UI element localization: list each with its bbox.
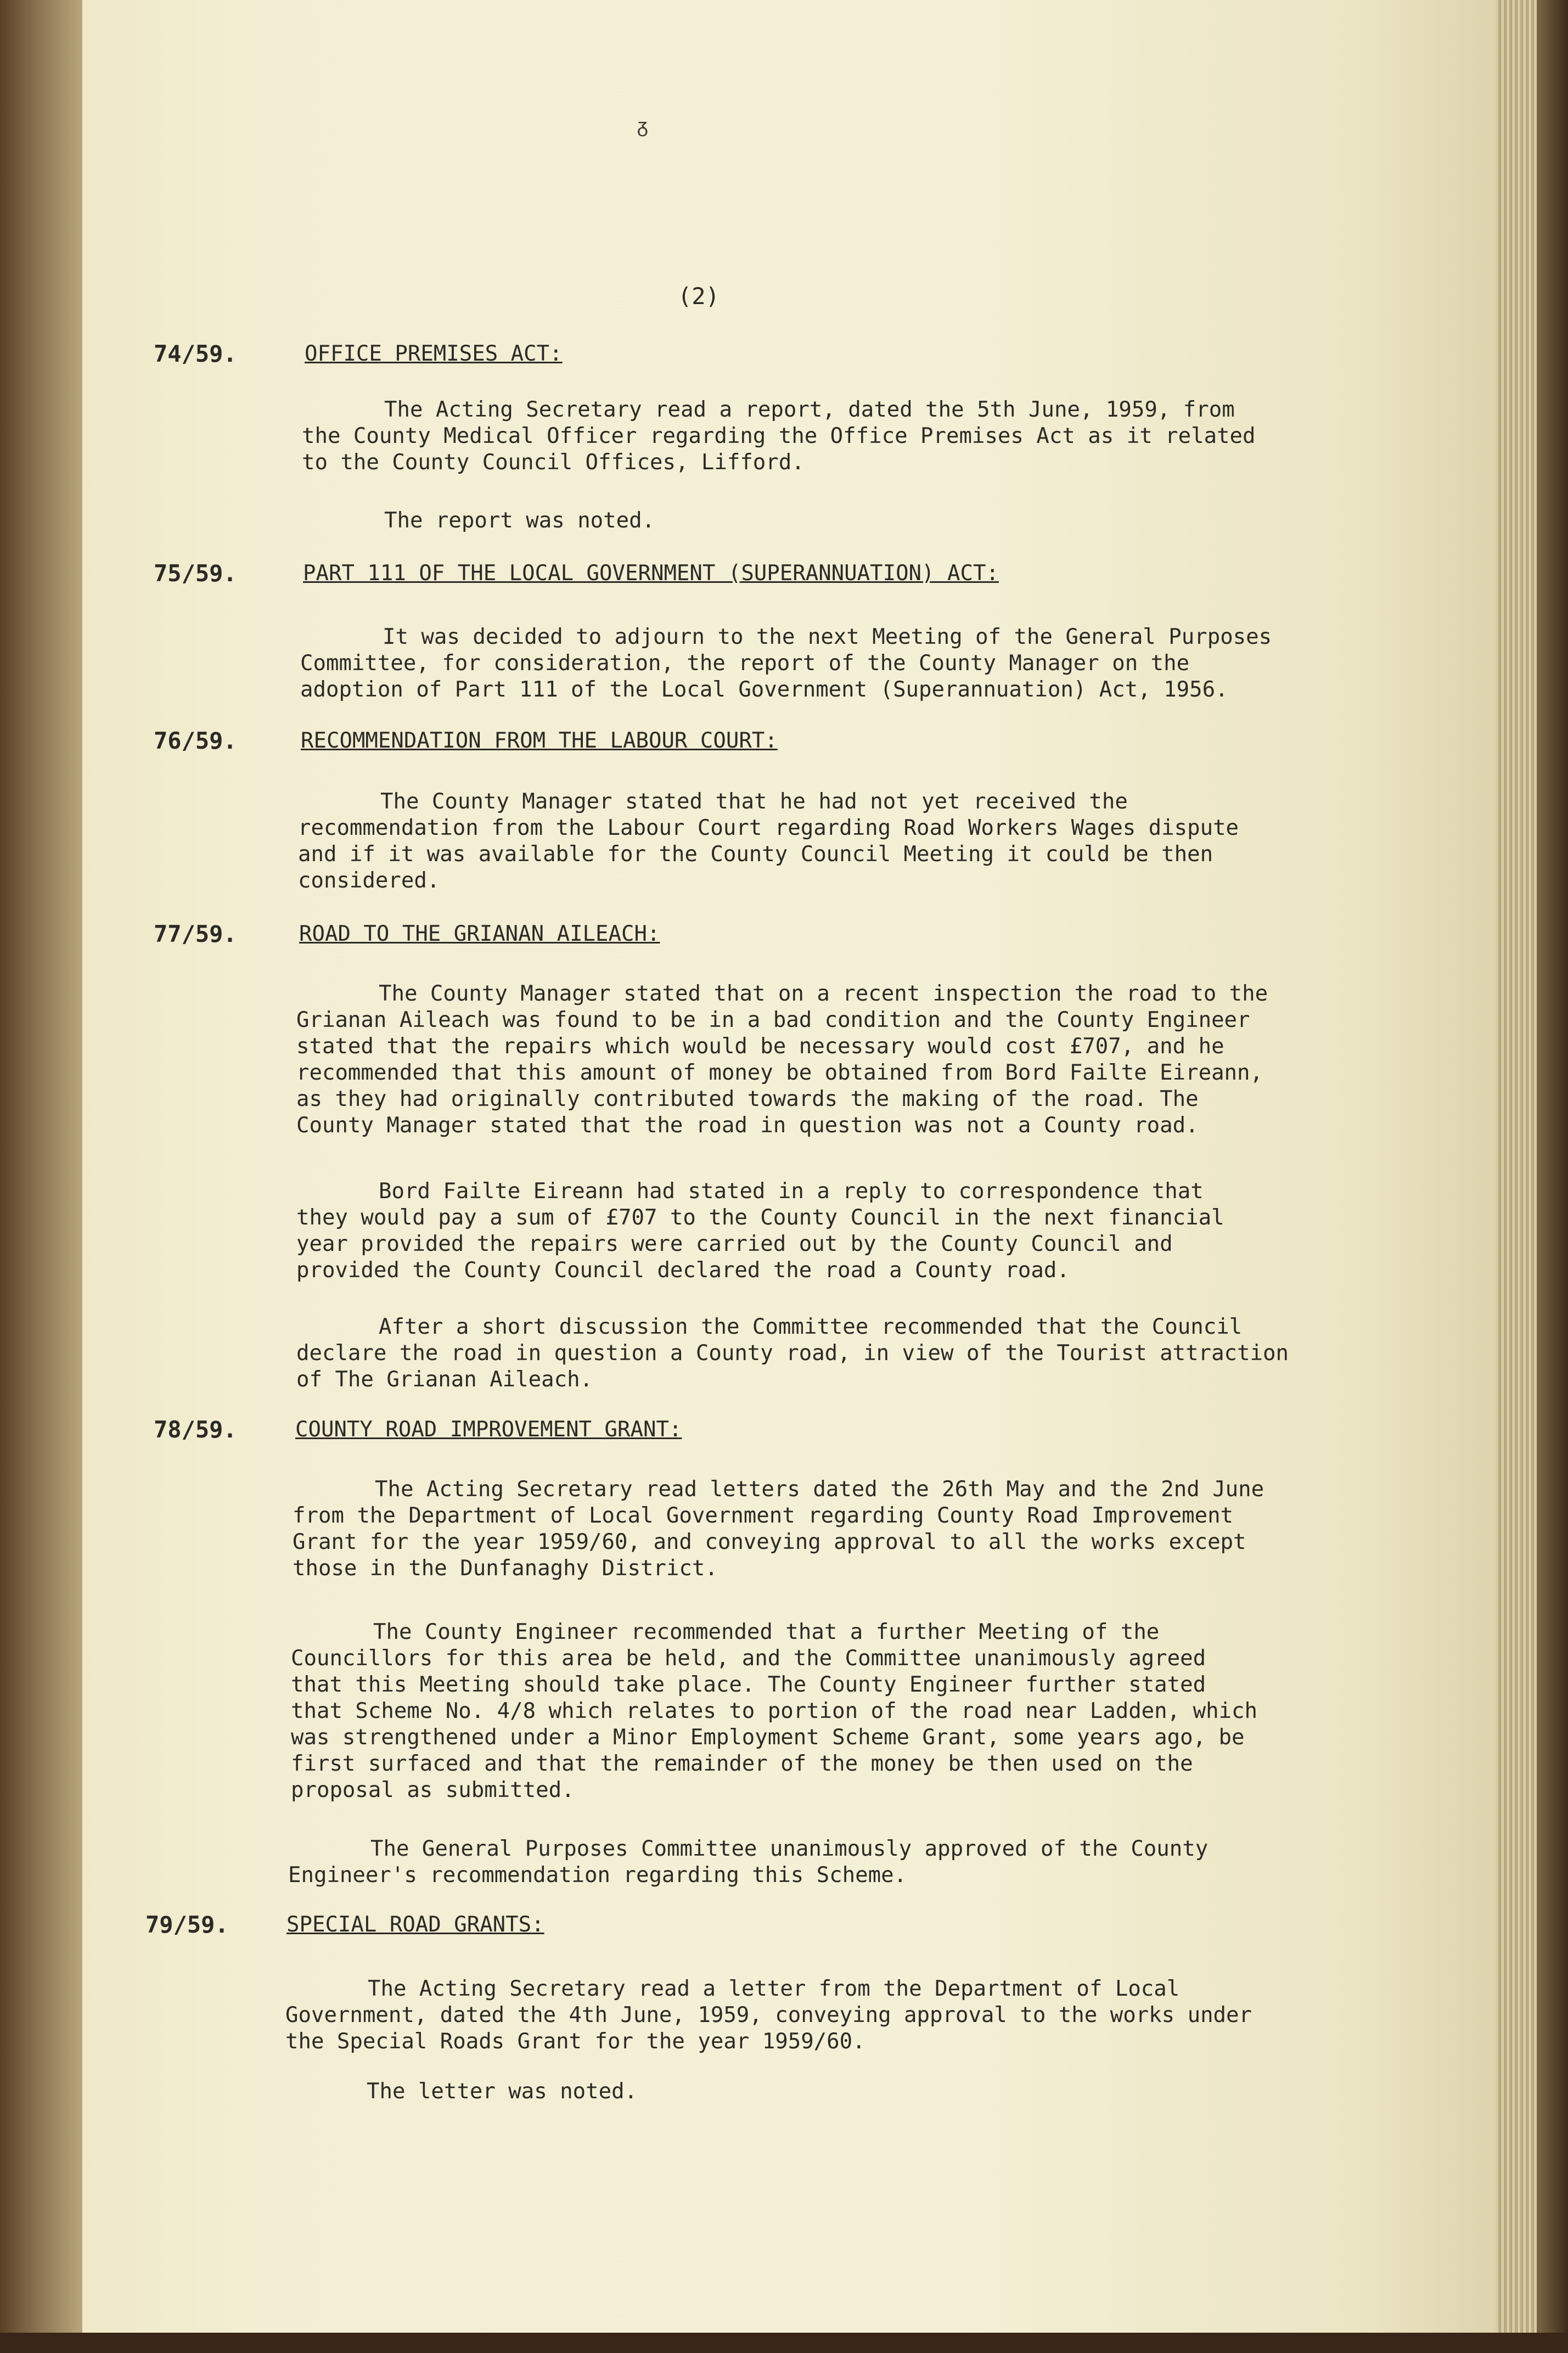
minute-number: 77/59. <box>154 920 237 947</box>
minute-paragraph: The County Engineer recommended that a further Meeting of the Councillors for this area be held, and the Committee unanimously agreed that this Meeting should take place. The County Engineer further stated that Scheme No. 4/8 which relates to portion of the road near Ladden, which was strengthened under a Minor Employment Scheme Grant, some years ago, be first surfaced and that the remainder of the money be then used on the proposal as submitted. <box>291 1620 1257 1802</box>
minute-paragraph: The letter was noted. <box>367 2079 638 2104</box>
minute-paragraph: The County Manager stated that he had not yet received the recommendation from the Labour Court regarding Road Workers Wages dispute and if it was available for the County Council Meeting it could be then considered. <box>298 789 1239 893</box>
minute-heading: PART 111 OF THE LOCAL GOVERNMENT (SUPERANNUATION) ACT: <box>303 561 999 586</box>
minute-paragraph: The Acting Secretary read letters dated the 26th May and the 2nd June from the Department of Local Government regarding County Road Improvement Grant for the year 1959/60, and conveying approval to all the works except those in the Dunfanaghy District. <box>293 1477 1264 1581</box>
minute-paragraph: It was decided to adjourn to the next Meeting of the General Purposes Committee, for consideration, the report of the County Manager on the adoption of Part 111 of the Local Government (Superannuation) Act, 1956. <box>300 625 1272 702</box>
minute-number: 74/59. <box>154 340 237 367</box>
ink-mark: ᵹ <box>637 115 649 137</box>
document <box>82 0 1496 2333</box>
minute-paragraph: The report was noted. <box>384 508 655 533</box>
minute-number: 76/59. <box>154 727 237 754</box>
minute-heading: OFFICE PREMISES ACT: <box>305 341 563 366</box>
minute-paragraph: Bord Failte Eireann had stated in a reply to correspondence that they would pay a sum of £707 to the County Council in the next financial year provided the repairs were carried out by the County Council and provided the County Council declared the road a County road. <box>296 1179 1224 1283</box>
minute-paragraph: The Acting Secretary read a report, dated the 5th June, 1959, from the County Medical Officer regarding the Office Premises Act as it related to the County Council Offices, Lifford. <box>302 397 1256 475</box>
bottom-shadow <box>0 2333 1568 2353</box>
book-cover-right <box>1537 0 1568 2353</box>
minute-number: 79/59. <box>145 1911 229 1938</box>
minute-paragraph: After a short discussion the Committee recommended that the Council declare the road in question a County road, in view of the Tourist attraction of The Grianan Aileach. <box>296 1315 1289 1392</box>
minute-paragraph: The General Purposes Committee unanimously approved of the County Engineer's recommendation regarding this Scheme. <box>288 1837 1209 1888</box>
minute-number: 75/59. <box>154 560 237 587</box>
minute-heading: SPECIAL ROAD GRANTS: <box>286 1912 544 1937</box>
minute-paragraph: The County Manager stated that on a recent inspection the road to the Grianan Aileach was found to be in a bad condition and the County Engineer stated that the repairs which would be necessary would cost £707, and he recommended that this amount of money be obtained from Bord Failte Eireann, as they had originally contributed towards the making of the road. The County Manager stated that the road in question was not a County road. <box>296 981 1268 1138</box>
minute-number: 78/59. <box>154 1416 237 1443</box>
page-number: (2) <box>678 283 720 310</box>
minute-heading: RECOMMENDATION FROM THE LABOUR COURT: <box>301 728 778 753</box>
minute-paragraph: The Acting Secretary read a letter from the Department of Local Government, dated the 4th June, 1959, conveying approval to the works under the Special Roads Grant for the year 1959/60. <box>285 1976 1252 2054</box>
binding-left <box>0 0 82 2353</box>
minute-heading: COUNTY ROAD IMPROVEMENT GRANT: <box>295 1417 682 1442</box>
minute-heading: ROAD TO THE GRIANAN AILEACH: <box>299 922 660 946</box>
